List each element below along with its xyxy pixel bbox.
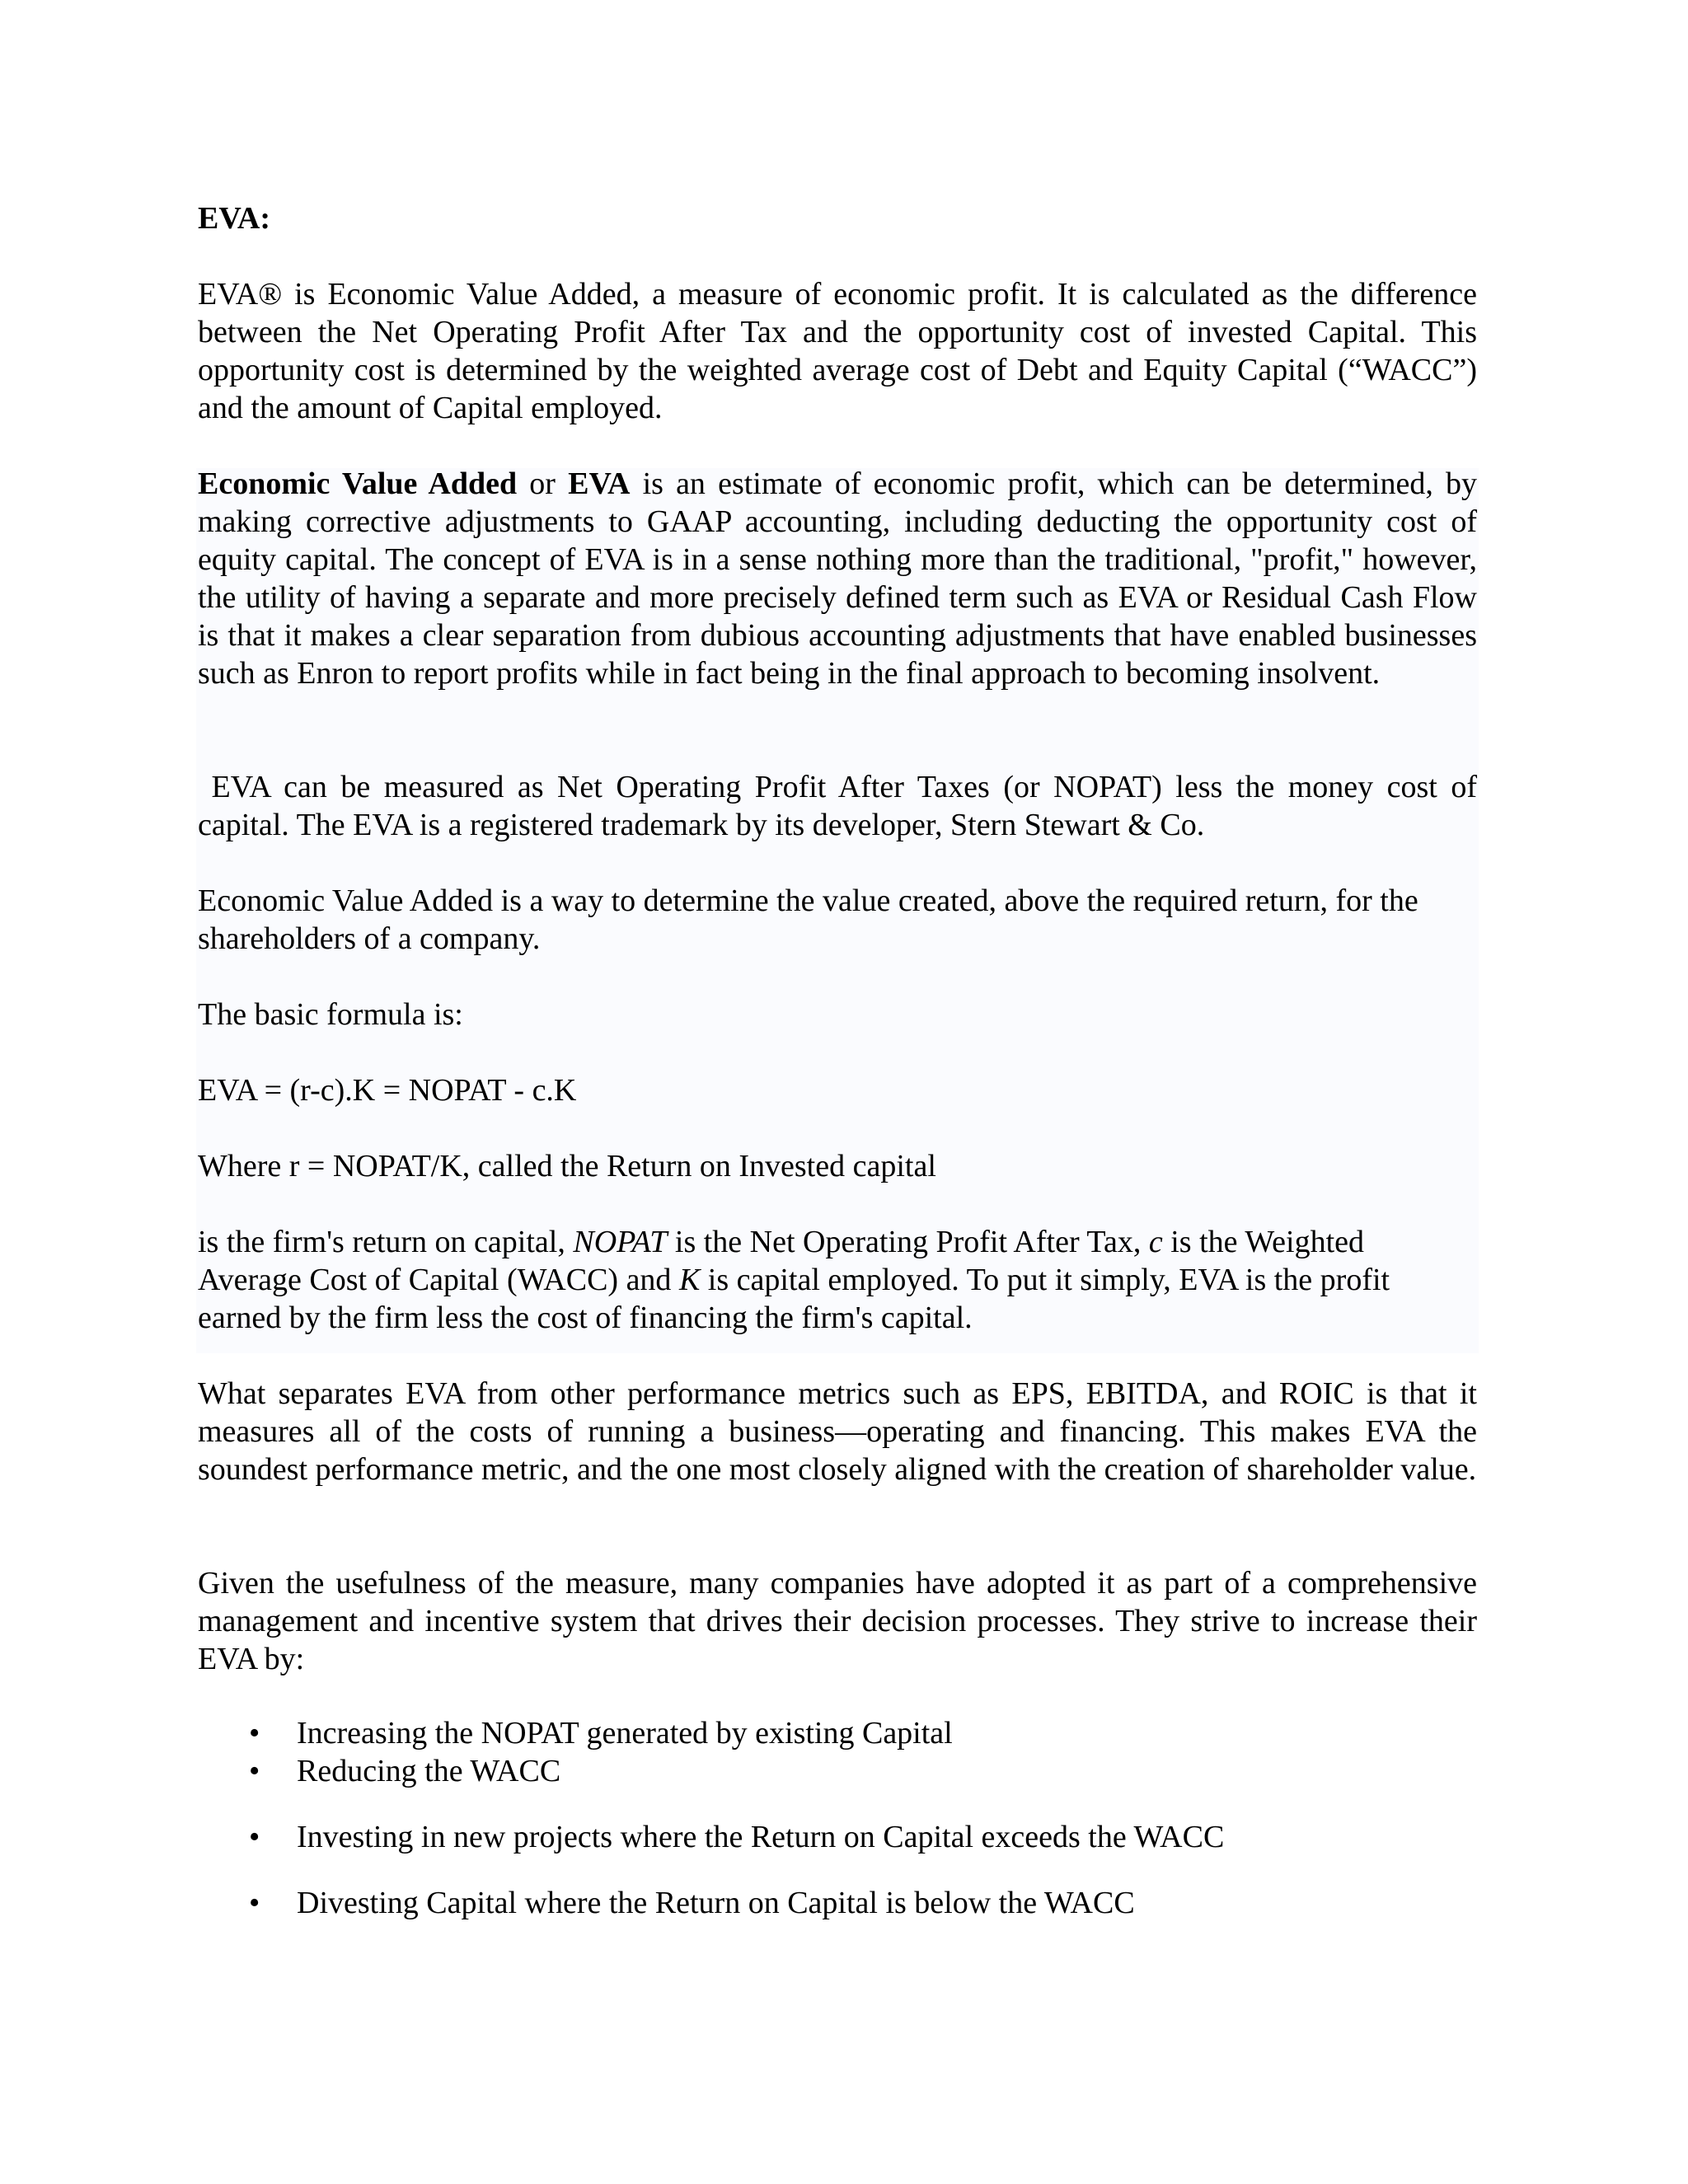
heading-text: EVA:: [198, 201, 270, 236]
formula: EVA = (r-c).K = NOPAT - c.K: [198, 1073, 577, 1108]
paragraph-nopat-measure: EVA can be measured as Net Operating Profit After Taxes (or NOPAT) less the money cost of capital. The EVA is a registered trademark by its developer, Stern Stewart & Co.: [198, 770, 1485, 842]
paragraph-formula-intro: The basic formula is:: [198, 997, 463, 1032]
paragraph-value-created: Economic Value Added is a way to determine the value created, above the required return, for the shareholders of a company.: [198, 883, 1418, 956]
list-item-text: Reducing the WACC: [297, 1754, 561, 1788]
variables-text-3: is the Weighted Average Cost of Capital (WACC) and: [198, 1225, 1364, 1297]
variables-text-1: is the firm's return on capital,: [198, 1225, 574, 1259]
term-economic-value-added: Economic Value Added: [198, 466, 518, 501]
section-heading: [198, 199, 1477, 237]
term-eva: EVA: [568, 466, 631, 501]
list-item-text: Increasing the NOPAT generated by existing Capital: [297, 1716, 953, 1750]
paragraph-performance-metrics: What separates EVA from other performance metrics such as EPS, EBITDA, and ROIC is that it measures all of the costs of running a business—operating and financing. This makes EVA the soundest performance metric, and the one most closely aligned with the creation of shareholder value.: [198, 1376, 1477, 1487]
bullet-icon: •: [249, 1754, 260, 1788]
term-connector: or: [517, 466, 569, 501]
variables-text-4: is capital employed. To put it simply, EVA is the profit earned by the firm less the cost of financing the firm's capital.: [198, 1263, 1390, 1335]
paragraph-economic-profit-text: is an estimate of economic profit, which can be determined, by making corrective adjustments to GAAP accounting, including deducting the opportunity cost of equity capital. The concept of EVA is in a sense nothing more than the traditional, "profit," however, the utility of having a separate and more precisely defined term such as EVA or Residual Cash Flow is that it makes a clear separation from dubious accounting adjustments that have enabled businesses such as Enron to report profits while in fact being in the final approach to becoming insolvent.: [198, 466, 1477, 691]
paragraph-adoption: Given the usefulness of the measure, many companies have adopted it as part of a comprehensive management and incentive system that drives their decision processes. They strive to increase their EVA by:: [198, 1566, 1477, 1676]
bullet-icon: •: [249, 1716, 260, 1750]
bullet-icon: •: [249, 1820, 260, 1854]
list-item-text: Divesting Capital where the Return on Capital is below the WACC: [297, 1886, 1135, 1920]
list-item-text: Investing in new projects where the Return on Capital exceeds the WACC: [297, 1820, 1225, 1854]
formula-where: Where r = NOPAT/K, called the Return on Invested capital: [198, 1149, 936, 1183]
variable-k: K: [678, 1263, 701, 1297]
variable-c: c: [1148, 1225, 1163, 1259]
paragraph-eva-definition: EVA® is Economic Value Added, a measure of economic profit. It is calculated as the difference between the Net Operating Profit After Tax and the opportunity cost of invested Capital. This opportunity cost is determined by the weighted average cost of Debt and Equity Capital (“WACC”) and the amount of Capital employed.: [198, 277, 1477, 425]
bullet-icon: •: [249, 1886, 260, 1920]
variables-text-2: is the Net Operating Profit After Tax,: [667, 1225, 1149, 1259]
paragraph-economic-profit: [198, 465, 1477, 692]
paragraph-formula-variables: [198, 1223, 1467, 1337]
variable-nopat: NOPAT: [573, 1225, 668, 1259]
